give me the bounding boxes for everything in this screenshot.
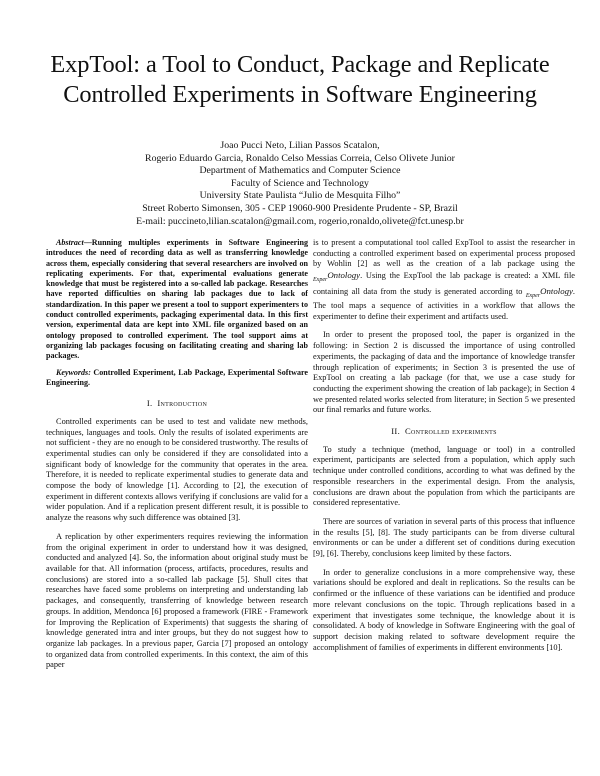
authors-line-1: Joao Pucci Neto, Lilian Passos Scatalon, — [220, 140, 380, 151]
author-emails: E-mail: pucci​neto,lilian.scatalon@gmail.com, rogerio,ronaldo,olivete@fct.unesp.br — [136, 215, 464, 227]
keywords — [46, 368, 308, 389]
math-subscript: Exper — [313, 276, 328, 283]
title-line-2: Controlled Experiments in Software Engineering — [63, 81, 537, 108]
sec2-paragraph-3: In order to generalize conclusions in a more comprehensive way, these variations should be explored and dealt in replications. So the results can be confirmed or the influence of these variations can be identified and produce more relevant conclusions on the topic. Through replications based in a experiment that investigates some technique, the knowledge about it is consolidated. A body of knowledge in Software Engineering with the goal of support decision making related to software development require the accomplishment of families of experiments in different environments [10]. — [313, 567, 575, 652]
intro-paragraph-2: A replication by other experimenters requires reviewing the information from the original experiment in order to understand how it was designed, conducted and analyzed [4]. So, the information about original study must be available for that. All information (process, artifacts, procedures, results and conclusions) are stored into a so-called lab package [5]. Shull cites that researches have faced some problems on interpreting and understanding lab packages, and consequently, transferring of knowledge between research groups. In addition, Mendonca [6] proposed a framework (FIRE - Framework for Improving the Replication of Experiments) that suggests the sharing of knowledge generated intra and inter groups, but they do not suggest how to organize lab packages. In a previous paper, Garcia [7] proposed an ontology to organized data from controlled experiments. In this context, the aim of this paper — [46, 531, 308, 670]
affiliation-department: Department of Mathematics and Computer Science — [199, 165, 401, 177]
intro-p3-part-a: is to present a computational tool called ExpTool to assist the researcher in conducting a controlled experiment based on experimental process proposed by Wohlin [2] as well as the creation of a lab package using the — [313, 238, 575, 269]
abstract — [46, 238, 308, 362]
paper-title — [40, 50, 560, 110]
math-main: Ontology — [327, 270, 361, 281]
sec2-paragraph-1: To study a technique (method, language or tool) in a controlled experiment, participants are selected from a population, which apply such technique under controlled conditions, according to what was defined by the responsible researchers in the experimental design. From the analysis, conclusions are drawn about the population from which the participants are considered representative. — [313, 444, 575, 508]
affiliation-faculty: Faculty of Science and Technology — [231, 177, 369, 189]
affiliation-address: Street Roberto Simonsen, 305 - CEP 19060-900 Presidente Prudente - SP, Brazil — [142, 202, 458, 214]
keywords-label: Keywords: — [56, 367, 91, 377]
abstract-text: —Running multiples experiments in Software Engineering introduces the need of recording data as well as transferring knowledge across them, especially considering that several researchers are involved on replicating experiments. For that, experimental evaluations generate knowledge that must be registered into a so-called lab package. Researches have reported difficulties on sharing lab packages due to lack of standardization. In this paper we present a tool to support experimenters to conduct controlled experiments, packaging experimental data. In this first version, experimental data are kept into XML file organized based on an ontology proposed to controlled experiment. The tool support aims at organizing lab packages focusing on facilitating creating and sharing lab packages. — [46, 238, 308, 361]
intro-paragraph-4: In order to present the proposed tool, the paper is organized in the following: in Section 2 is discussed the importance of using controlled experiments, the packaging of data and the importance of knowledge transfer through replication of experiments; in Section 3 is presented the use of ExpTool on creating a lab package (for that, we use a case study for conducting the experiment showing the creation of lab package); in Section 4 we presented related works selected from literature; in Section 5 we presented our final remarks and future works. — [313, 330, 575, 415]
section-heading-introduction — [46, 398, 308, 409]
section-title: Controlled experiments — [404, 426, 497, 437]
section-title: Introduction — [157, 398, 208, 409]
keywords-text: Controlled Experiment, Lab Package, Experimental Software Engineering. — [46, 367, 308, 387]
intro-p3-part-b: . Using the ExpTool the lab package is created: a XML file containing all data from the study is generated according to — [313, 271, 575, 296]
left-column — [46, 238, 308, 671]
math-subscript: Exper — [525, 292, 541, 299]
title-line-1: ExpTool: a Tool to Conduct, Package and Replicate — [50, 51, 550, 78]
section-number: I. — [146, 398, 153, 409]
abstract-label: Abstract — [56, 238, 84, 247]
math-exper-ontology-1 — [313, 270, 361, 283]
sec2-paragraph-2: There are sources of variation in several parts of this process that influence in the results [5], [8]. The study participants can be from diverse cultural environments or can be under a different set of conditions during execution [9], [6]. Thereby, conclusions keep limited by these factors. — [313, 516, 575, 559]
section-number: II. — [391, 426, 401, 437]
right-column — [313, 238, 575, 653]
intro-p3-part-c: . The tool maps a sequence of activities in a workflow that allows the experimenter to define their experiment and artifacts used. — [313, 286, 575, 321]
intro-paragraph-1: Controlled experiments can be used to test and validate new methods, techniques, languages and tools. Only the results of isolated experiments are not sufficient - they are no enough to be considered trustworthy. The results of experimental studies can only be considered if they are consolidated into a significant body of knowledge for the community that operates in the area. Therefore, it is needed to replicate experimental studies to generate data and compose the body of knowledge [1]. According to [2], the execution of experiment in different contexts allows verifying if conclusions are valid for a wider population. And if a replication present different result, it is possible to analyze the reasons why such difference was obtained [3]. — [46, 416, 308, 523]
affiliation-university: University State Paulista “Julio de Mesquita Filho” — [199, 190, 401, 202]
math-main: Ontology — [540, 285, 573, 296]
author-block — [40, 140, 560, 228]
authors-line-2: Rogerio Eduardo Garcia, Ronaldo Celso Messias Correia, Celso Olivete Junior — [145, 152, 455, 164]
intro-paragraph-3 — [313, 238, 575, 322]
math-exper-ontology-2 — [525, 285, 573, 299]
section-heading-controlled-experiments — [313, 426, 575, 437]
